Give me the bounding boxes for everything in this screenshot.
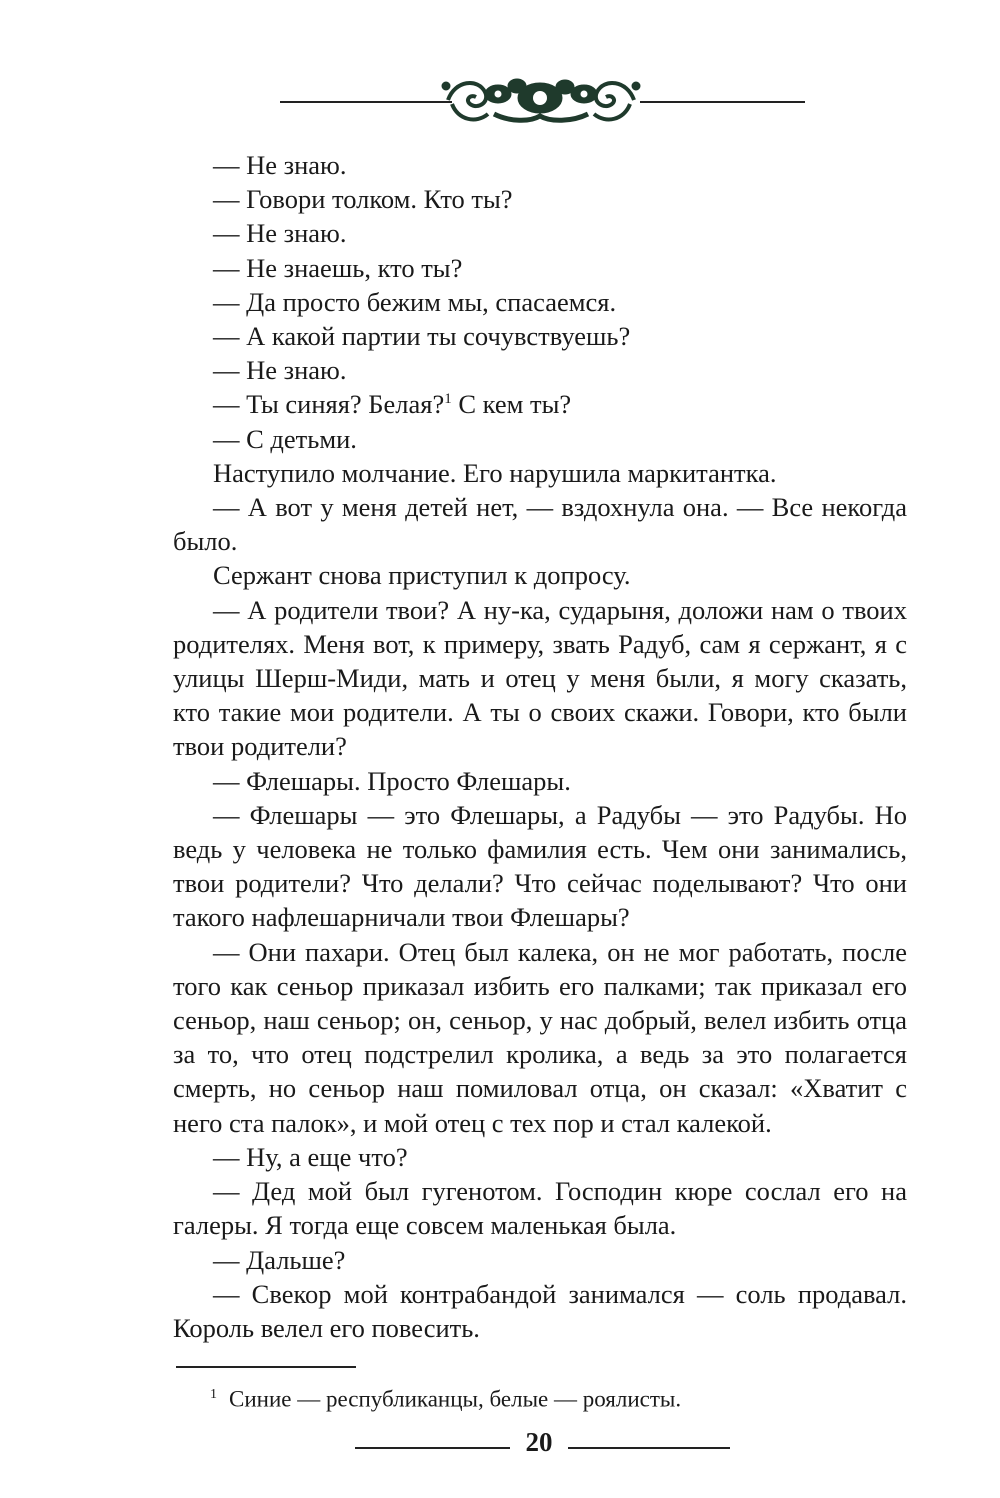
footer-rule-right [568,1447,730,1449]
footnote [210,1380,910,1415]
page-footer [0,1425,1000,1465]
page-number: 20 [525,1427,553,1457]
paragraph-text-before-ref: — Ты синяя? Белая? [213,389,445,420]
footnote-separator [176,1366,356,1368]
paragraph: — Говори толком. Кто ты? [213,184,513,215]
footer-rule-left [355,1447,510,1449]
paragraph: — Не знаю. [213,355,347,386]
paragraph: — Ну, а еще что? [213,1141,408,1172]
paragraph: — Дальше? [213,1244,346,1275]
paragraph: — А родители твои? А ну-ка, сударыня, доложи нам о твоих родителях. Меня вот, к примеру, звать Радуб, сам я сержант, я с улицы Шерш-Миди, мать и отец у меня были, я могу сказать, кто такие мои родители. А ты о своих скажи. Говори, кто были твои родители? [173,594,907,762]
paragraph: — Они пахари. Отец был калека, он не мог работать, после того как сеньор приказал избить его палками; так приказал его сеньор, наш сеньор; он, сеньор, у нас добрый, велел избить отца за то, что отец подстрелил кролика, а ведь за это полагается смерть, но сеньор наш помиловал отца, он сказал: «Хватит с него ста палок», и мой отец с тех пор и стал калекой. [173,936,907,1138]
paragraph: — С детьми. [213,423,357,454]
paragraph: — Не знаешь, кто ты? [213,252,463,283]
flourish-ornament-icon [0,70,1000,130]
paragraph: — А какой партии ты сочувствуешь? [213,321,631,352]
header-ornament [0,70,1000,130]
paragraph: Наступило молчание. Его нарушила маркитантка. [213,457,777,488]
paragraph: — Да просто бежим мы, спасаемся. [213,286,617,317]
paragraph-with-footnote-ref [173,387,907,421]
footnote-text: Синие — республиканцы, белые — роялисты. [229,1386,682,1412]
paragraph: — Дед мой был гугенотом. Господин кюре сослал его на галеры. Я тогда еще совсем маленькая была. [173,1176,907,1241]
body-text [173,148,907,1345]
footnote-reference[interactable]: 1 [444,391,452,408]
paragraph: — А вот у меня детей нет, — вздохнула она. — Все некогда было. [173,492,907,557]
paragraph: — Свекор мой контрабандой занимался — соль продавал. Король велел его повесить. [173,1278,907,1343]
paragraph: — Не знаю. [213,150,347,180]
footnote-mark: 1 [210,1387,217,1402]
paragraph: — Не знаю. [213,218,347,249]
paragraph: — Флешары. Просто Флешары. [213,765,571,796]
paragraph-text-after-ref: С кем ты? [451,389,572,420]
paragraph: — Флешары — это Флешары, а Радубы — это Радубы. Но ведь у человека не только фамилия есть. Чем они занимались, твои родители? Что делали? Что сейчас поделывают? Что они такого нафлешарничали твои Флешары? [173,799,907,933]
paragraph: Сержант снова приступил к допросу. [213,560,631,591]
